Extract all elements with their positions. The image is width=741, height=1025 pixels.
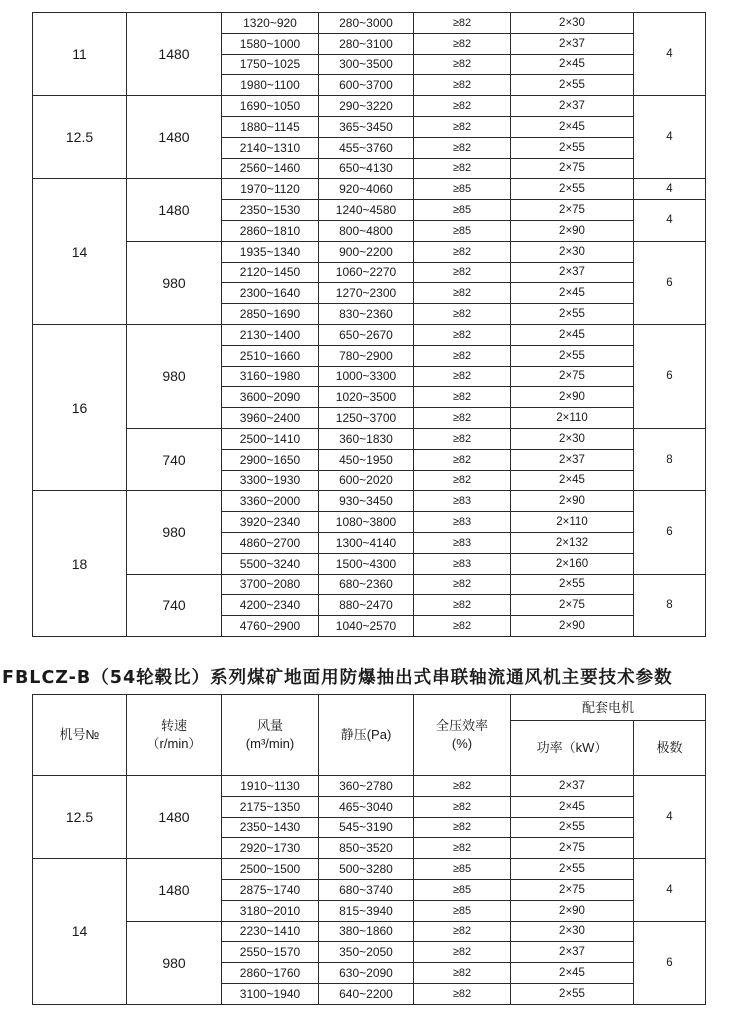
motor-power-cell: 2×160 xyxy=(511,553,634,574)
air-flow-cell: 1970~1120 xyxy=(222,179,319,200)
pole-count-cell: 6 xyxy=(634,241,706,324)
motor-power-cell: 2×30 xyxy=(511,13,634,34)
pole-count-cell: 4 xyxy=(634,13,706,96)
efficiency-cell: ≥85 xyxy=(414,879,511,900)
air-flow-cell: 3160~1980 xyxy=(222,366,319,387)
air-flow-cell: 3180~2010 xyxy=(222,900,319,921)
motor-power-cell: 2×132 xyxy=(511,532,634,553)
static-pressure-cell: 600~2020 xyxy=(319,470,414,491)
motor-power-cell: 2×30 xyxy=(511,241,634,262)
efficiency-cell: ≥82 xyxy=(414,942,511,963)
efficiency-cell: ≥82 xyxy=(414,283,511,304)
pole-count-cell: 4 xyxy=(634,776,706,859)
efficiency-cell: ≥82 xyxy=(414,595,511,616)
speed-cell: 740 xyxy=(127,428,222,490)
static-pressure-cell: 455~3760 xyxy=(319,137,414,158)
efficiency-cell: ≥82 xyxy=(414,574,511,595)
air-flow-cell: 2500~1500 xyxy=(222,859,319,880)
fan-number-cell: 18 xyxy=(33,491,127,637)
air-flow-cell: 2875~1740 xyxy=(222,879,319,900)
air-flow-cell: 2350~1530 xyxy=(222,200,319,221)
air-flow-cell: 1320~920 xyxy=(222,13,319,34)
air-flow-cell: 3100~1940 xyxy=(222,983,319,1004)
spec-table-bottom xyxy=(32,694,706,1005)
table-row xyxy=(33,96,706,117)
static-pressure-cell: 930~3450 xyxy=(319,491,414,512)
efficiency-cell: ≥82 xyxy=(414,963,511,984)
air-flow-cell: 5500~3240 xyxy=(222,553,319,574)
air-flow-cell: 2510~1660 xyxy=(222,345,319,366)
air-flow-cell: 2175~1350 xyxy=(222,796,319,817)
efficiency-cell: ≥82 xyxy=(414,13,511,34)
spec-table-top xyxy=(32,12,706,637)
static-pressure-cell: 630~2090 xyxy=(319,963,414,984)
air-flow-cell: 2140~1310 xyxy=(222,137,319,158)
efficiency-cell: ≥82 xyxy=(414,428,511,449)
efficiency-cell: ≥82 xyxy=(414,983,511,1004)
static-pressure-cell: 650~4130 xyxy=(319,158,414,179)
efficiency-cell: ≥82 xyxy=(414,408,511,429)
motor-power-cell: 2×90 xyxy=(511,387,634,408)
speed-cell: 1480 xyxy=(127,13,222,96)
static-pressure-cell: 350~2050 xyxy=(319,942,414,963)
static-pressure-cell: 815~3940 xyxy=(319,900,414,921)
pole-count-cell: 4 xyxy=(634,200,706,242)
motor-power-cell: 2×75 xyxy=(511,200,634,221)
motor-power-cell: 2×110 xyxy=(511,408,634,429)
motor-power-cell: 2×45 xyxy=(511,283,634,304)
air-flow-cell: 3960~2400 xyxy=(222,408,319,429)
air-flow-cell: 3920~2340 xyxy=(222,512,319,533)
fan-number-cell: 11 xyxy=(33,13,127,96)
air-flow-cell: 4760~2900 xyxy=(222,616,319,637)
static-pressure-cell: 1270~2300 xyxy=(319,283,414,304)
header-air-flow: 风量 (m³/min) xyxy=(222,695,319,776)
speed-cell: 980 xyxy=(127,324,222,428)
efficiency-cell: ≥82 xyxy=(414,116,511,137)
motor-power-cell: 2×90 xyxy=(511,491,634,512)
motor-power-cell: 2×45 xyxy=(511,796,634,817)
static-pressure-cell: 360~1830 xyxy=(319,428,414,449)
table-row xyxy=(33,491,706,512)
air-flow-cell: 3600~2090 xyxy=(222,387,319,408)
table-row xyxy=(33,179,706,200)
motor-power-cell: 2×90 xyxy=(511,900,634,921)
efficiency-cell: ≥82 xyxy=(414,54,511,75)
static-pressure-cell: 880~2470 xyxy=(319,595,414,616)
motor-power-cell: 2×75 xyxy=(511,158,634,179)
air-flow-cell: 1910~1130 xyxy=(222,776,319,797)
static-pressure-cell: 500~3280 xyxy=(319,859,414,880)
air-flow-cell: 1750~1025 xyxy=(222,54,319,75)
efficiency-cell: ≥82 xyxy=(414,796,511,817)
efficiency-cell: ≥82 xyxy=(414,817,511,838)
motor-power-cell: 2×75 xyxy=(511,366,634,387)
efficiency-cell: ≥83 xyxy=(414,532,511,553)
air-flow-cell: 3700~2080 xyxy=(222,574,319,595)
air-flow-cell: 2860~1810 xyxy=(222,220,319,241)
air-flow-cell: 2120~1450 xyxy=(222,262,319,283)
air-flow-cell: 3360~2000 xyxy=(222,491,319,512)
motor-power-cell: 2×45 xyxy=(511,116,634,137)
air-flow-cell: 2130~1400 xyxy=(222,324,319,345)
motor-power-cell: 2×45 xyxy=(511,54,634,75)
fan-number-cell: 16 xyxy=(33,324,127,490)
speed-cell: 980 xyxy=(127,491,222,574)
table-row xyxy=(33,776,706,797)
header-fan-no: 机号№ xyxy=(33,695,127,776)
motor-power-cell: 2×55 xyxy=(511,137,634,158)
motor-power-cell: 2×30 xyxy=(511,921,634,942)
static-pressure-cell: 680~3740 xyxy=(319,879,414,900)
static-pressure-cell: 360~2780 xyxy=(319,776,414,797)
motor-power-cell: 2×110 xyxy=(511,512,634,533)
motor-power-cell: 2×37 xyxy=(511,942,634,963)
header-static-pressure: 静压(Pa) xyxy=(319,695,414,776)
motor-power-cell: 2×37 xyxy=(511,33,634,54)
air-flow-cell: 2500~1410 xyxy=(222,428,319,449)
efficiency-cell: ≥85 xyxy=(414,179,511,200)
static-pressure-cell: 650~2670 xyxy=(319,324,414,345)
air-flow-cell: 1880~1145 xyxy=(222,116,319,137)
efficiency-cell: ≥85 xyxy=(414,220,511,241)
pole-count-cell: 4 xyxy=(634,179,706,200)
fan-number-cell: 12.5 xyxy=(33,776,127,859)
header-power: 功率（kW） xyxy=(511,721,634,776)
static-pressure-cell: 280~3000 xyxy=(319,13,414,34)
static-pressure-cell: 640~2200 xyxy=(319,983,414,1004)
efficiency-cell: ≥82 xyxy=(414,96,511,117)
speed-cell: 980 xyxy=(127,241,222,324)
static-pressure-cell: 1040~2570 xyxy=(319,616,414,637)
air-flow-cell: 2900~1650 xyxy=(222,449,319,470)
efficiency-cell: ≥82 xyxy=(414,776,511,797)
motor-power-cell: 2×55 xyxy=(511,304,634,325)
static-pressure-cell: 850~3520 xyxy=(319,838,414,859)
motor-power-cell: 2×90 xyxy=(511,616,634,637)
motor-power-cell: 2×75 xyxy=(511,838,634,859)
pole-count-cell: 6 xyxy=(634,491,706,574)
air-flow-cell: 1980~1100 xyxy=(222,75,319,96)
efficiency-cell: ≥82 xyxy=(414,262,511,283)
speed-cell: 1480 xyxy=(127,96,222,179)
motor-power-cell: 2×45 xyxy=(511,470,634,491)
motor-power-cell: 2×55 xyxy=(511,179,634,200)
static-pressure-cell: 1000~3300 xyxy=(319,366,414,387)
static-pressure-cell: 465~3040 xyxy=(319,796,414,817)
static-pressure-cell: 450~1950 xyxy=(319,449,414,470)
pole-count-cell: 8 xyxy=(634,428,706,490)
motor-power-cell: 2×55 xyxy=(511,817,634,838)
air-flow-cell: 2550~1570 xyxy=(222,942,319,963)
motor-power-cell: 2×37 xyxy=(511,96,634,117)
table-title: FBLCZ-B（54轮毂比）系列煤矿地面用防爆抽出式串联轴流通风机主要技术参数 xyxy=(2,668,673,688)
efficiency-cell: ≥83 xyxy=(414,512,511,533)
static-pressure-cell: 900~2200 xyxy=(319,241,414,262)
efficiency-cell: ≥82 xyxy=(414,304,511,325)
speed-cell: 740 xyxy=(127,574,222,636)
air-flow-cell: 2300~1640 xyxy=(222,283,319,304)
motor-power-cell: 2×37 xyxy=(511,262,634,283)
efficiency-cell: ≥82 xyxy=(414,137,511,158)
static-pressure-cell: 545~3190 xyxy=(319,817,414,838)
efficiency-cell: ≥82 xyxy=(414,241,511,262)
table-row xyxy=(33,13,706,34)
static-pressure-cell: 1060~2270 xyxy=(319,262,414,283)
static-pressure-cell: 300~3500 xyxy=(319,54,414,75)
static-pressure-cell: 1300~4140 xyxy=(319,532,414,553)
motor-power-cell: 2×45 xyxy=(511,324,634,345)
motor-power-cell: 2×55 xyxy=(511,345,634,366)
static-pressure-cell: 680~2360 xyxy=(319,574,414,595)
air-flow-cell: 1935~1340 xyxy=(222,241,319,262)
motor-power-cell: 2×45 xyxy=(511,963,634,984)
efficiency-cell: ≥82 xyxy=(414,470,511,491)
motor-power-cell: 2×55 xyxy=(511,75,634,96)
static-pressure-cell: 280~3100 xyxy=(319,33,414,54)
static-pressure-cell: 800~4800 xyxy=(319,220,414,241)
motor-power-cell: 2×75 xyxy=(511,595,634,616)
efficiency-cell: ≥82 xyxy=(414,387,511,408)
efficiency-cell: ≥82 xyxy=(414,921,511,942)
static-pressure-cell: 380~1860 xyxy=(319,921,414,942)
motor-power-cell: 2×37 xyxy=(511,776,634,797)
static-pressure-cell: 600~3700 xyxy=(319,75,414,96)
table-row xyxy=(33,241,706,262)
pole-count-cell: 4 xyxy=(634,96,706,179)
static-pressure-cell: 830~2360 xyxy=(319,304,414,325)
header-speed: 转速 （r/min） xyxy=(127,695,222,776)
table-row xyxy=(33,428,706,449)
static-pressure-cell: 1080~3800 xyxy=(319,512,414,533)
motor-power-cell: 2×37 xyxy=(511,449,634,470)
efficiency-cell: ≥82 xyxy=(414,616,511,637)
efficiency-cell: ≥82 xyxy=(414,75,511,96)
air-flow-cell: 1580~1000 xyxy=(222,33,319,54)
pole-count-cell: 6 xyxy=(634,324,706,428)
static-pressure-cell: 290~3220 xyxy=(319,96,414,117)
efficiency-cell: ≥83 xyxy=(414,491,511,512)
motor-power-cell: 2×55 xyxy=(511,983,634,1004)
efficiency-cell: ≥85 xyxy=(414,900,511,921)
motor-power-cell: 2×30 xyxy=(511,428,634,449)
header-motor: 配套电机 xyxy=(511,695,706,721)
air-flow-cell: 4200~2340 xyxy=(222,595,319,616)
table-row xyxy=(33,921,706,942)
air-flow-cell: 2230~1410 xyxy=(222,921,319,942)
speed-cell: 1480 xyxy=(127,179,222,241)
efficiency-cell: ≥82 xyxy=(414,838,511,859)
header-poles: 极数 xyxy=(634,721,706,776)
air-flow-cell: 3300~1930 xyxy=(222,470,319,491)
static-pressure-cell: 1250~3700 xyxy=(319,408,414,429)
fan-number-cell: 14 xyxy=(33,859,127,1005)
table-row xyxy=(33,324,706,345)
air-flow-cell: 4860~2700 xyxy=(222,532,319,553)
air-flow-cell: 2860~1760 xyxy=(222,963,319,984)
pole-count-cell: 6 xyxy=(634,921,706,1004)
fan-number-cell: 14 xyxy=(33,179,127,325)
speed-cell: 1480 xyxy=(127,859,222,921)
air-flow-cell: 2850~1690 xyxy=(222,304,319,325)
static-pressure-cell: 1240~4580 xyxy=(319,200,414,221)
motor-power-cell: 2×55 xyxy=(511,859,634,880)
efficiency-cell: ≥83 xyxy=(414,553,511,574)
header-efficiency: 全压效率 (%) xyxy=(414,695,511,776)
efficiency-cell: ≥82 xyxy=(414,345,511,366)
air-flow-cell: 2350~1430 xyxy=(222,817,319,838)
pole-count-cell: 8 xyxy=(634,574,706,636)
efficiency-cell: ≥82 xyxy=(414,449,511,470)
static-pressure-cell: 920~4060 xyxy=(319,179,414,200)
efficiency-cell: ≥82 xyxy=(414,158,511,179)
motor-power-cell: 2×90 xyxy=(511,220,634,241)
table-row xyxy=(33,859,706,880)
efficiency-cell: ≥82 xyxy=(414,33,511,54)
air-flow-cell: 2920~1730 xyxy=(222,838,319,859)
pole-count-cell: 4 xyxy=(634,859,706,921)
efficiency-cell: ≥85 xyxy=(414,859,511,880)
motor-power-cell: 2×75 xyxy=(511,879,634,900)
speed-cell: 1480 xyxy=(127,776,222,859)
fan-number-cell: 12.5 xyxy=(33,96,127,179)
static-pressure-cell: 780~2900 xyxy=(319,345,414,366)
air-flow-cell: 1690~1050 xyxy=(222,96,319,117)
efficiency-cell: ≥82 xyxy=(414,324,511,345)
efficiency-cell: ≥82 xyxy=(414,366,511,387)
static-pressure-cell: 1500~4300 xyxy=(319,553,414,574)
table-row xyxy=(33,574,706,595)
motor-power-cell: 2×55 xyxy=(511,574,634,595)
static-pressure-cell: 365~3450 xyxy=(319,116,414,137)
efficiency-cell: ≥85 xyxy=(414,200,511,221)
static-pressure-cell: 1020~3500 xyxy=(319,387,414,408)
air-flow-cell: 2560~1460 xyxy=(222,158,319,179)
speed-cell: 980 xyxy=(127,921,222,1004)
